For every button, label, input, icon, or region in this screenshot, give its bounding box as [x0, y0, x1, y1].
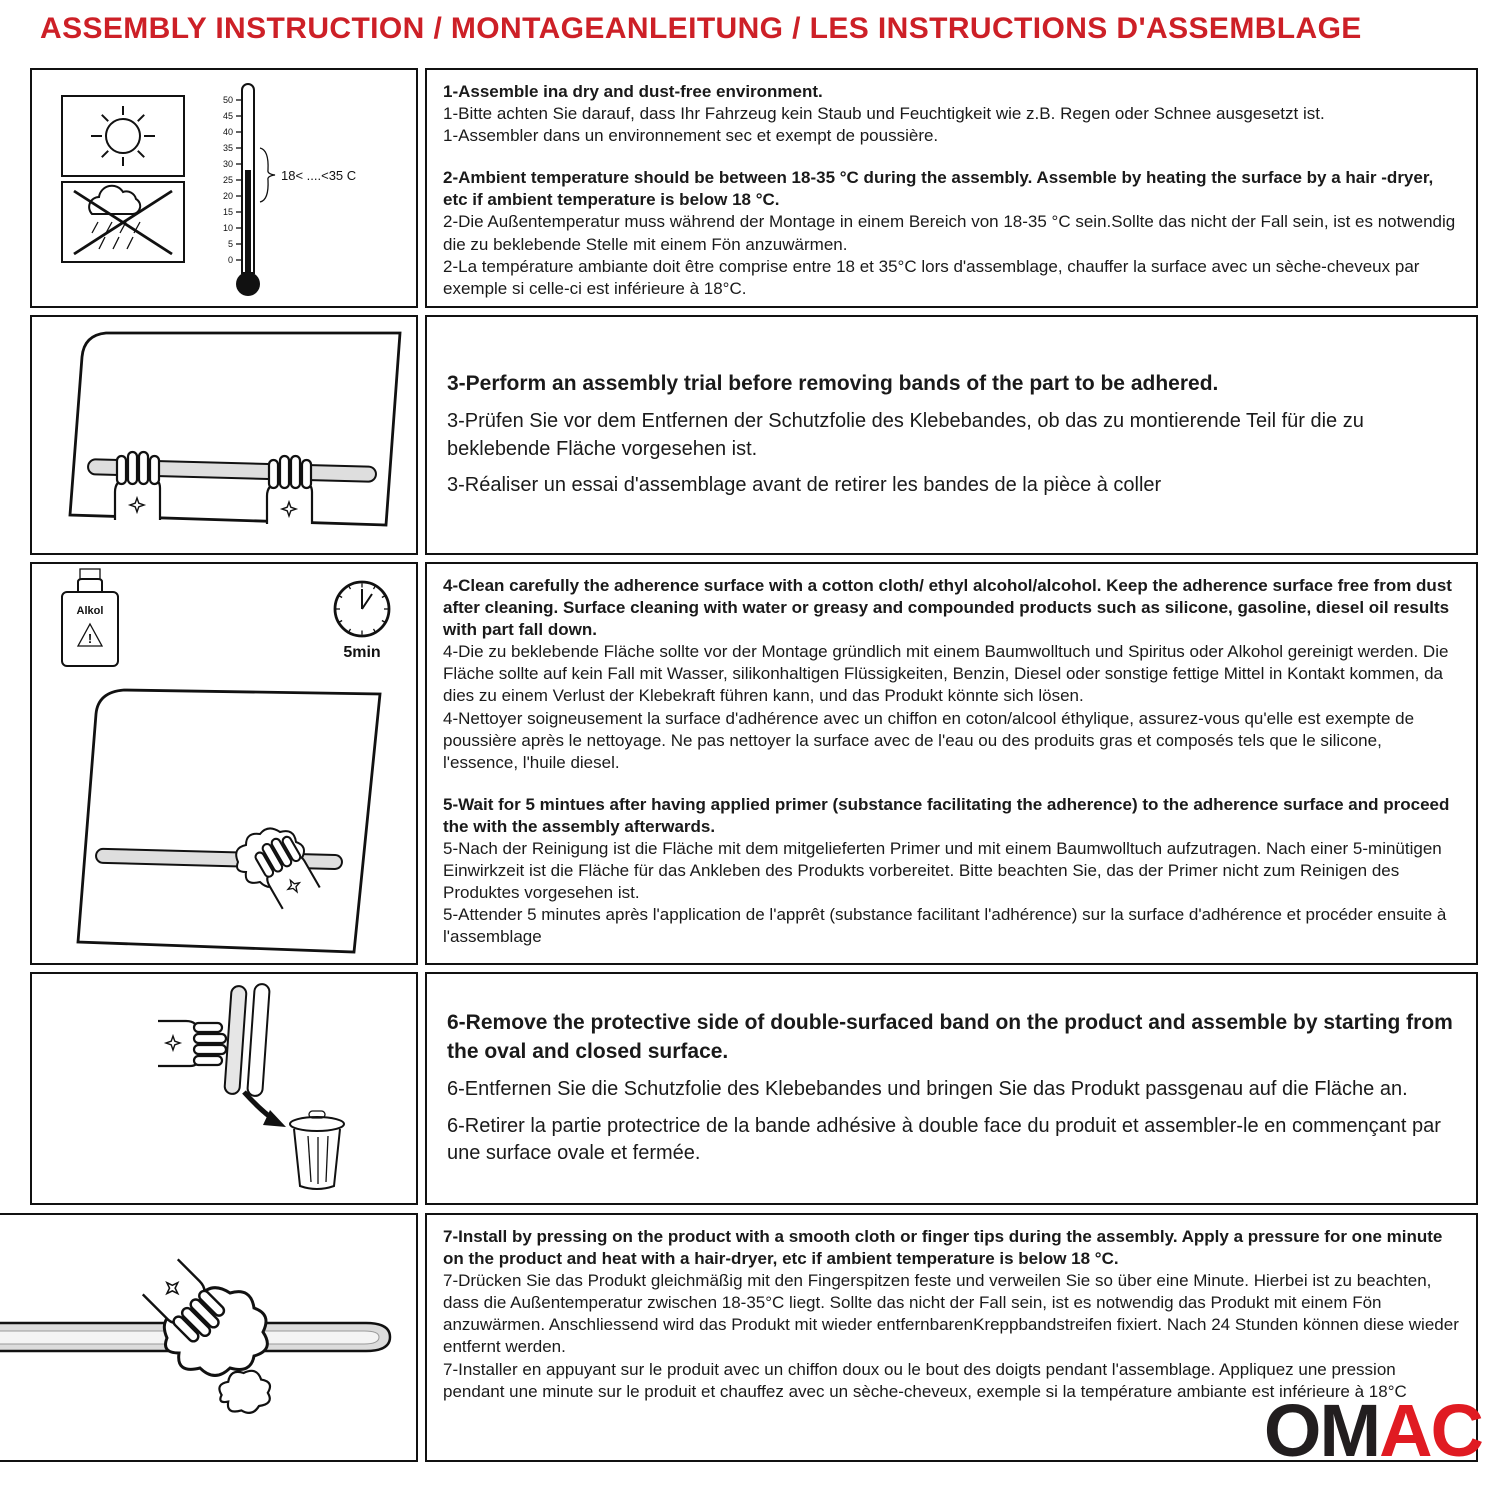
cloth-tail — [219, 1371, 270, 1413]
trash-can-icon — [290, 1111, 344, 1189]
logo-text-red: AC — [1379, 1389, 1482, 1472]
sun-icon — [62, 96, 184, 176]
press-install-drawing — [0, 1215, 416, 1460]
peeling-hand-icon — [158, 1021, 226, 1066]
illustration-remove-band — [30, 972, 418, 1205]
assembly-trial-drawing — [32, 317, 416, 553]
instruction-5-de: 5-Nach der Reinigung ist die Fläche mit dem mitgelieferten Primer und mit einem Baumwolltuch aufzutragen. Nach einer 5-minütigen Einwirkzeit ist die Fläche für das Ankleben des Produkts vorbereitet. Bitte beachten Sie, das der Primer nicht zum Reinigen des Produktes vorgesehen ist. — [443, 839, 1442, 903]
section-4-5-text — [425, 562, 1478, 965]
section-6-text — [425, 972, 1478, 1205]
svg-text:45: 45 — [222, 111, 233, 121]
protective-strips — [224, 984, 270, 1097]
clock-label: 5min — [343, 644, 381, 661]
instruction-4-fr: 4-Nettoyer soigneusement la surface d'adhérence avec un chiffon en coton/alcool éthylique, assurez-vous qu'elle est exempte de poussière après le nettoyage. Ne pas nettoyer la surface avec de l'eau ou des produits gras et composés tels que le silicone, l'essence, l'huile diesel. — [443, 708, 1415, 772]
svg-text:15: 15 — [222, 207, 233, 217]
instruction-4-de: 4-Die zu beklebende Fläche sollte vor der Montage gründlich mit einem Baumwolltuch und Spiritus oder Alkohol gereinigt werden. Die Fläche sollte auf kein Fall mit Wasser, silikonhaltigen Flüssigkeiten, Benzin, Diesel oder sonstige fettige Mittel in Kontakt kommen, da dies zu einem Verlust der Klebekraft führen kann, und das Produkt könnte sich lösen. — [443, 642, 1449, 706]
remove-band-drawing — [32, 974, 416, 1203]
svg-text:5: 5 — [227, 239, 233, 249]
environment-temperature-drawing — [32, 70, 416, 306]
illustration-clean-primer — [30, 562, 418, 965]
instruction-6-en: 6-Remove the protective side of double-surfaced band on the product and assemble by starting from the oval and closed surface. — [447, 1011, 1453, 1064]
thermometer-icon — [223, 84, 356, 296]
section-1-2-text — [425, 68, 1478, 308]
right-hand-icon — [267, 456, 312, 524]
instruction-2-de: 2-Die Außentemperatur muss während der Montage in einem Bereich von 18-35 °C sein.Sollte das nicht der Fall sein, ist es notwendig die zu beklebende Stelle mit einem Fön anzuwärmen. — [443, 212, 1456, 254]
instruction-7-fr: 7-Installer en appuyant sur le produit avec un chiffon doux ou le bout des doigts pendant l'assemblage. Appliquez une pression pendant une minute sur le produit et chauffez avec un sèche-cheveux, exemple si la température ambiante est inférieure à 18°C — [443, 1359, 1407, 1401]
omac-logo — [1263, 1389, 1482, 1472]
car-door-outline — [78, 690, 380, 952]
instruction-2-en: 2-Ambient temperature should be between 18-35 °C during the assembly. Assemble by heating the surface by a hair -dryer, etc if ambient temperature is below 18 °C. — [443, 168, 1434, 210]
logo-text-black: OM — [1263, 1389, 1380, 1472]
instruction-6-de: 6-Entfernen Sie die Schutzfolie des Klebebandes und bringen Sie das Produkt passgenau auf die Fläche an. — [447, 1078, 1408, 1101]
svg-text:30: 30 — [222, 159, 233, 169]
instruction-1-de: 1-Bitte achten Sie darauf, dass Ihr Fahrzeug kein Staub und Feuchtigkeit wie z.B. Regen oder Schnee ausgesetzt ist. — [443, 104, 1325, 124]
svg-text:10: 10 — [222, 223, 233, 233]
instruction-7-de: 7-Drücken Sie das Produkt gleichmäßig mit den Fingerspitzen feste und verweilen Sie so über eine Minute. Hierbei ist zu beachten, dass die Außentemperatur zwischen 18-35°C liegt. Sollte das nicht der Fall sein, ist es notwendig das Produkt mit einem Fön anzuwärmen. Anschliessend wird das Produkt mit wieder entfernbarenKreppbandstreifen fixiert. Nach 24 Stunden können diese wieder entfernt werden. — [443, 1271, 1459, 1357]
page-title: ASSEMBLY INSTRUCTION / MONTAGEANLEITUNG / LES INSTRUCTIONS D'ASSEMBLAGE — [40, 12, 1362, 45]
instruction-3-en: 3-Perform an assembly trial before removing bands of the part to be adhered. — [447, 372, 1219, 396]
svg-text:50: 50 — [222, 95, 233, 105]
svg-text:25: 25 — [222, 175, 233, 185]
clean-primer-drawing — [32, 564, 416, 963]
temperature-range-label: 18< ....<35 C — [281, 168, 357, 183]
instruction-4-en: 4-Clean carefully the adherence surface with a cotton cloth/ ethyl alcohol/alcohol. Keep the adherence surface free from dust after cleaning. Surface cleaning with water or greasy and compounded products such as silicone, gasoline, diesel oil results with part fall down. — [443, 576, 1452, 640]
instruction-1-en: 1-Assemble ina dry and dust-free environment. — [443, 82, 823, 101]
instruction-7-en: 7-Install by pressing on the product with a smooth cloth or finger tips during the assembly. Apply a pressure for one minute on the product and heat with a hair-dryer, etc if ambient temperature is below 18 °C. — [443, 1227, 1443, 1269]
illustration-assembly-trial — [30, 315, 418, 555]
instruction-5-en: 5-Wait for 5 mintues after having applied primer (substance facilitating the adherence) to the adherence surface and proceed the with the assembly afterwards. — [443, 794, 1450, 836]
illustration-press-install — [0, 1213, 418, 1462]
instruction-5-fr: 5-Attender 5 minutes après l'application de l'apprêt (substance facilitant l'adhérence) sur la surface d'adhérence et procéder ensuite à l'assemblage — [443, 905, 1447, 947]
instruction-6-fr: 6-Retirer la partie protectrice de la bande adhésive à double face du produit et assembler-le en commençant par une surface ovale et fermée. — [447, 1114, 1441, 1165]
arrow-icon — [244, 1092, 286, 1127]
instruction-3-de: 3-Prüfen Sie vor dem Entfernen der Schutzfolie des Klebebandes, ob das zu montierende Teil für die zu beklebende Fläche vorgesehen ist. — [447, 410, 1364, 460]
svg-text:40: 40 — [222, 127, 233, 137]
left-hand-icon — [115, 452, 160, 520]
alcohol-bottle-icon — [62, 569, 118, 666]
svg-text:35: 35 — [222, 143, 233, 153]
clock-icon — [335, 582, 389, 661]
instruction-1-fr: 1-Assembler dans un environnement sec et exempt de poussière. — [443, 126, 939, 146]
no-rain-icon — [62, 182, 184, 262]
svg-text:20: 20 — [222, 191, 233, 201]
section-3-text — [425, 315, 1478, 555]
instruction-2-fr: 2-La température ambiante doit être comprise entre 18 et 35°C lors d'assemblage, chauffer la surface avec un sèche-cheveux par exemple si celle-ci est inférieure à 18°C. — [443, 256, 1420, 298]
bottle-label: Alkol — [76, 605, 104, 617]
instruction-3-fr: 3-Réaliser un essai d'assemblage avant de retirer les bandes de la pièce à coller — [447, 474, 1162, 497]
illustration-environment-temperature — [30, 68, 418, 308]
svg-text:0: 0 — [227, 255, 233, 265]
bottle-warning-mark: ! — [87, 631, 93, 646]
